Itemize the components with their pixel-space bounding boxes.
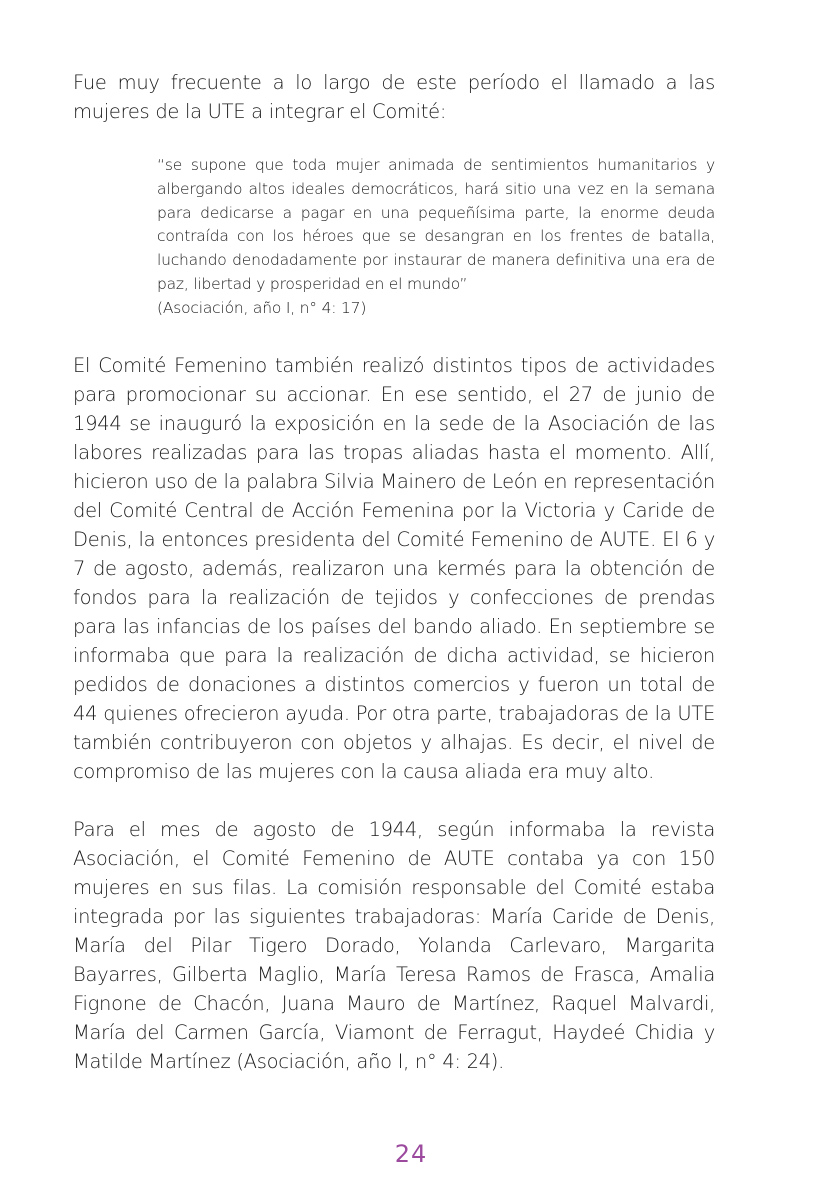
paragraph-intro: Fue muy frecuente a lo largo de este período el llamado a las mujeres de la UTE a integrar el Comité: — [73, 71, 715, 123]
quote-text: “se supone que toda mujer animada de sentimientos humanitarios y albergando altos ideales democráticos, hará sitio una vez en la semana para dedicarse a pagar en una pequeñísima parte, la enorme deuda contraída con los héroes que se desangran en los frentes de batalla, luchando denodadamente por instaurar de manera definitiva una era de paz, libertad y prosperidad en el mundo” — [157, 156, 715, 293]
block-quote — [157, 154, 715, 321]
paragraph-activities: El Comité Femenino también realizó distintos tipos de actividades para promocionar su accionar. En ese sentido, el 27 de junio de 1944 se inauguró la exposición en la sede de la Asociación de las labores realizadas para las tropas aliadas hasta el momento. Allí, hicieron uso de la palabra Silvia Mainero de León en representación del Comité Central de Acción Femenina por la Victoria y Caride de Denis, la entonces presidenta del Comité Femenino de AUTE. El 6 y 7 de agosto, además, realizaron una kermés para la obtención de fondos para la realización de tejidos y confecciones de prendas para las infancias de los países del bando aliado. En septiembre se informaba que para la realización de dicha actividad, se hicieron pedidos de donaciones a distintos comercios y fueron un total de 44 quienes ofrecieron ayuda. Por otra parte, trabajadoras de la UTE también contribuyeron con objetos y alhajas. Es decir, el nivel de compromiso de las mujeres con la causa aliada era muy alto. — [73, 353, 715, 783]
document-body — [73, 68, 715, 1076]
quote-citation: (Asociación, año I, n° 4: 17) — [157, 298, 367, 317]
page-number: 24 — [394, 1140, 428, 1168]
paragraph-commission: Para el mes de agosto de 1944, según informaba la revista Asociación, el Comité Femenino de AUTE contaba ya con 150 mujeres en sus filas. La comisión responsable del Comité estaba integrada por las siguientes trabajadoras: María Caride de Denis, María del Pilar Tigero Dorado, Yolanda Carlevaro, Margarita Bayarres, Gilberta Maglio, María Teresa Ramos de Frasca, Amalia Fignone de Chacón, Juana Mauro de Martínez, Raquel Malvardi, María del Carmen García, Viamont de Ferragut, Haydeé Chidia y Matilde Martínez (Asociación, año I, n° 4: 24). — [73, 817, 715, 1073]
